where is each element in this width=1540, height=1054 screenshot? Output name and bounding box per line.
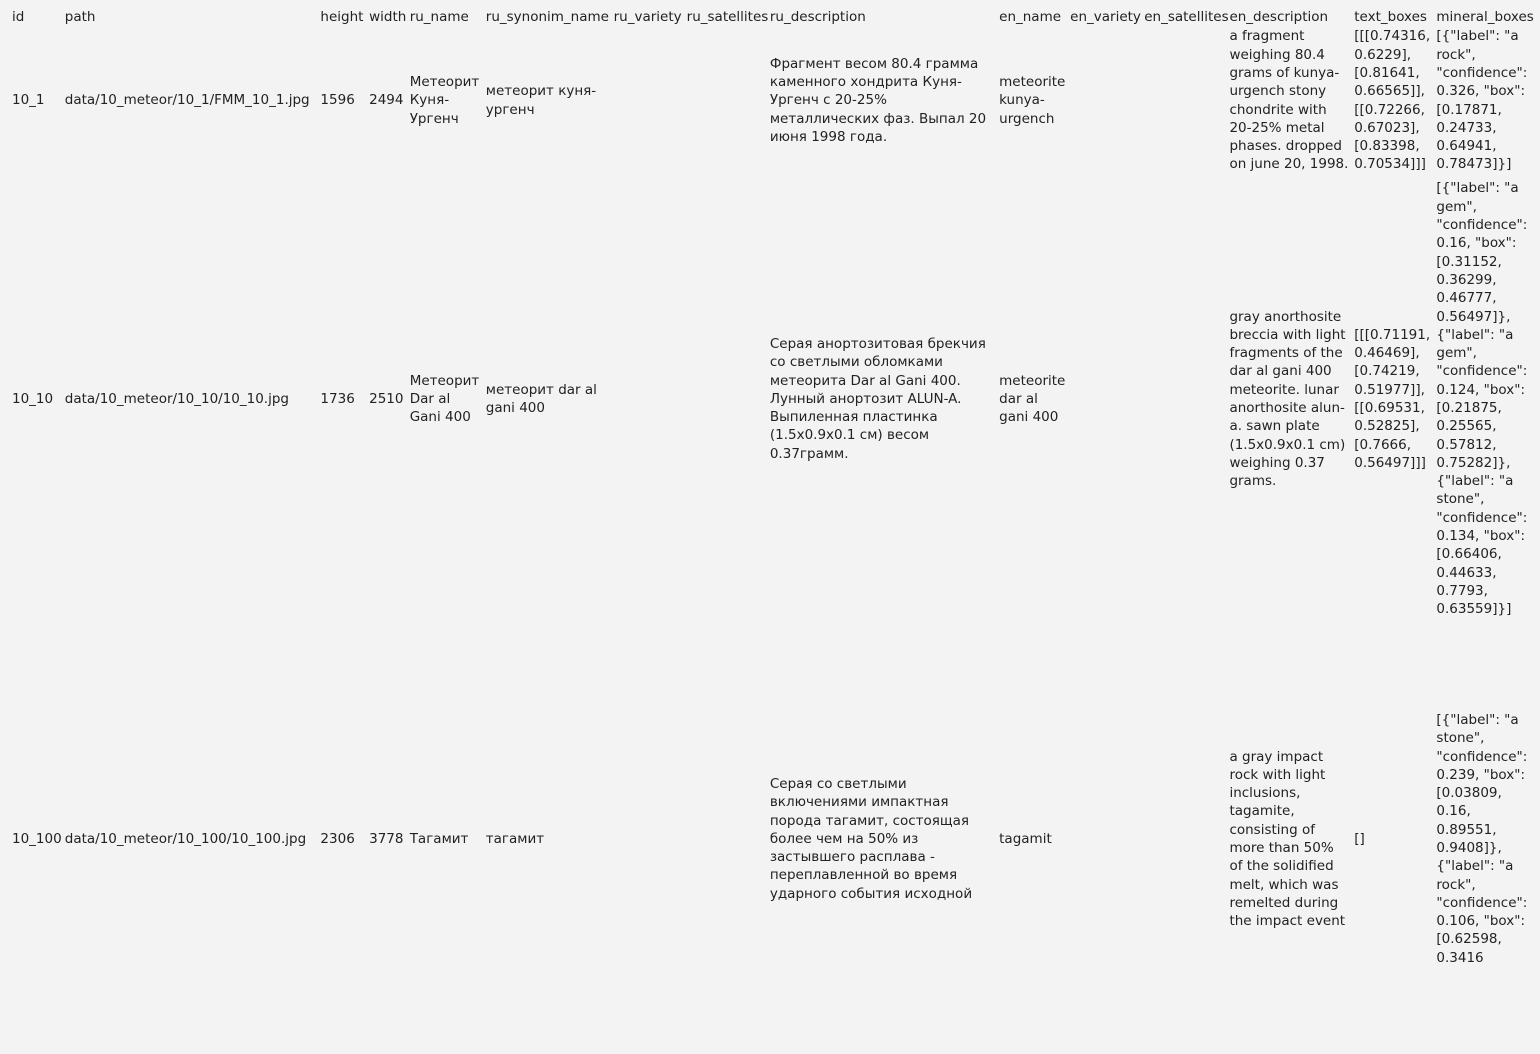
header-row — [10, 6, 1536, 27]
column-header-en-description: en_description — [1229, 8, 1329, 25]
column-header-ru-description: ru_description — [769, 8, 866, 25]
cell-en-description: a gray impact rock with light inclusions, tagamite, consisting of more than 50% of the solidified melt, which was remelted during the impact event — [1229, 748, 1346, 930]
cell-ru-name: Тагамит — [409, 830, 469, 847]
cell-mineral-boxes: [{"label": "a rock", "confidence": 0.326, "box": [0.17871, 0.24733, 0.64941, 0.78473]}] — [1436, 28, 1528, 173]
cell-en-name: meteorite dar al gani 400 — [999, 372, 1066, 426]
column-header-id: id — [12, 8, 25, 25]
table-row — [10, 27, 1536, 174]
cell-text-boxes: [[[0.74316, 0.6229], [0.81641, 0.66565]], [[0.72266, 0.67023], [0.83398, 0.70534]]] — [1354, 28, 1431, 173]
cell-ru-variety — [612, 174, 685, 624]
cell-text-boxes: [[[0.71191, 0.46469], [0.74219, 0.51977]], [[0.69531, 0.52825], [0.7666, 0.56497]]] — [1354, 326, 1431, 471]
cell-ru-description: Серая анортозитовая брекчия со светлыми обломками метеорита Dar al Gani 400. Лунный анортозит ALUN-A. Выпиленная пластинка (1.5x0.9x0.1 см) весом 0.37грамм. — [769, 335, 986, 462]
cell-en-satellites — [1142, 174, 1227, 624]
cell-path: data/10_meteor/10_1/FMM_10_1.jpg — [64, 92, 310, 109]
cell-en-satellites — [1142, 624, 1227, 1054]
column-header-ru-synonim-name: ru_synonim_name — [485, 8, 609, 25]
cell-ru-satellites — [685, 27, 768, 174]
cell-ru-synonim-name: метеорит dar al gani 400 — [485, 381, 597, 416]
cell-id: 10_100 — [12, 830, 62, 847]
cell-en-satellites — [1142, 27, 1227, 174]
cell-height: 2306 — [320, 830, 355, 847]
cell-ru-name: Метеорит Куня-Ургенч — [409, 74, 480, 127]
cell-width: 3778 — [369, 830, 404, 847]
data-table — [10, 6, 1536, 1054]
cell-en-description: a fragment weighing 80.4 grams of kunya-urgench stony chondrite with 20-25% metal phases. dropped on june 20, 1998. — [1229, 28, 1349, 173]
cell-en-description: gray anorthosite breccia with light fragments of the dar al gani 400 meteorite. lunar anorthosite alun-a. sawn plate (1.5x0.9x0.1 cm) weighing 0.37 grams. — [1229, 308, 1346, 490]
column-header-ru-satellites: ru_satellites — [686, 8, 769, 25]
cell-mineral-boxes: [{"label": "a stone", "confidence": 0.239, "box": [0.03809, 0.16, 0.89551, 0.9408]}, {"label": "a rock", "confidence": 0.106, "box": [0.62598, 0.3416 — [1436, 711, 1528, 966]
cell-ru-satellites — [685, 174, 768, 624]
column-header-en-variety: en_variety — [1070, 8, 1141, 25]
cell-path: data/10_meteor/10_10/10_10.jpg — [64, 390, 289, 407]
cell-ru-variety — [612, 27, 685, 174]
cell-ru-satellites — [685, 624, 768, 1054]
cell-en-name: meteorite kunya-urgench — [999, 74, 1066, 127]
cell-width: 2510 — [369, 390, 404, 407]
column-header-ru-variety: ru_variety — [613, 8, 682, 25]
cell-ru-variety — [612, 624, 685, 1054]
cell-height: 1596 — [320, 92, 355, 109]
column-header-path: path — [64, 8, 96, 25]
cell-text-boxes: [] — [1354, 830, 1365, 847]
cell-en-variety — [1068, 174, 1142, 624]
cell-id: 10_10 — [12, 390, 54, 407]
cell-width: 2494 — [369, 92, 404, 109]
cell-en-variety — [1068, 27, 1142, 174]
table-row — [10, 624, 1536, 1054]
cell-ru-description: Серая со светлыми включениями импактная порода тагамит, состоящая более чем на 50% из застывшего расплава - переплавленной во время ударного события исходной — [769, 775, 973, 902]
column-header-ru-name: ru_name — [409, 8, 469, 25]
cell-height: 1736 — [320, 390, 355, 407]
cell-mineral-boxes: [{"label": "a gem", "confidence": 0.16, "box": [0.31152, 0.36299, 0.46777, 0.56497]}, {"label": "a gem", "confidence": 0.124, "box": [0.21875, 0.25565, 0.57812, 0.75282]}, {"label": "a stone", "confidence": 0.134, "box": [0.66406, 0.44633, 0.7793, 0.63559]}] — [1436, 180, 1528, 618]
cell-ru-synonim-name: тагамит — [485, 830, 545, 847]
column-header-width: width — [369, 8, 407, 25]
column-header-en-name: en_name — [999, 8, 1062, 25]
cell-ru-description: Фрагмент весом 80.4 грамма каменного хондрита Куня-Ургенч с 20-25% металлических фаз. Выпал 20 июня 1998 года. — [769, 55, 987, 145]
table-row — [10, 174, 1536, 624]
column-header-en-satellites: en_satellites — [1144, 8, 1229, 25]
cell-en-variety — [1068, 624, 1142, 1054]
cell-ru-synonim-name: метеорит куня-ургенч — [485, 83, 597, 118]
cell-id: 10_1 — [12, 92, 45, 109]
cell-ru-name: Метеорит Dar al Gani 400 — [409, 372, 480, 426]
column-header-height: height — [320, 8, 364, 25]
cell-en-name: tagamit — [999, 830, 1052, 847]
cell-path: data/10_meteor/10_100/10_100.jpg — [64, 830, 307, 847]
column-header-mineral-boxes: mineral_boxes — [1436, 8, 1534, 25]
column-header-text-boxes: text_boxes — [1354, 8, 1427, 25]
